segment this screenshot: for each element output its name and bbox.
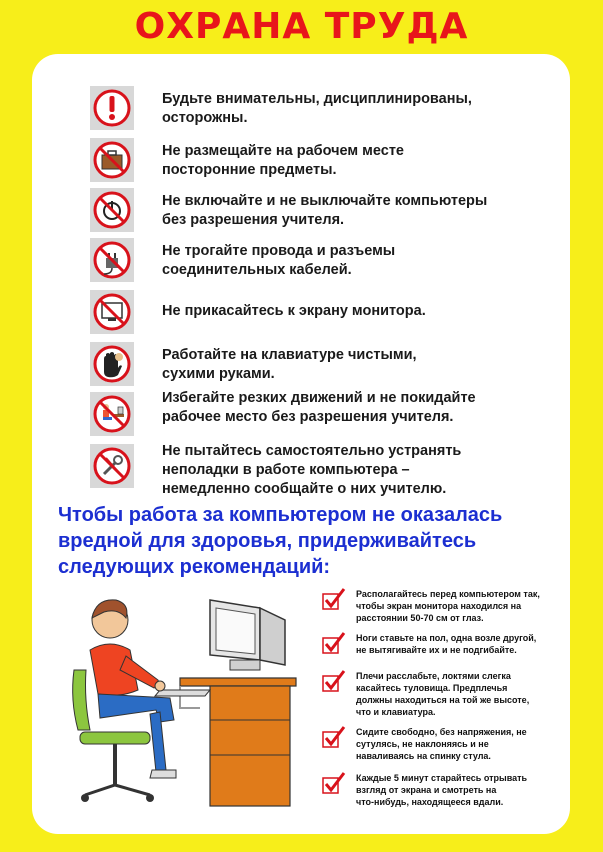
checkmark-icon (322, 726, 346, 748)
rule-item (90, 342, 570, 390)
rule-item (90, 444, 570, 500)
exclamation-icon (90, 86, 134, 130)
tip-text: Сидите свободно, без напряжения, не сутулясь, не наклоняясь и не наваливаясь на спинку стула. (356, 727, 527, 761)
tools-prohibited-icon (90, 444, 134, 488)
rule-text: Не трогайте провода и разъемы соединительных кабелей. (162, 243, 396, 278)
rule-text: Работайте на клавиатуре чистыми, сухими руками. (162, 347, 417, 382)
checkmark-icon (322, 588, 346, 610)
checkmark-icon (322, 772, 346, 794)
rule-text: Не размещайте на рабочем месте посторонние предметы. (162, 143, 404, 178)
tip-text: Ноги ставьте на пол, одна возле другой, не вытягивайте их и не подгибайте. (356, 633, 537, 655)
rule-item (90, 290, 570, 338)
tip-text: Каждые 5 минут старайтесь отрывать взгляд от экрана и смотреть на что-нибудь, находящееся вдали. (356, 773, 528, 807)
recommendations-headline: Чтобы работа за компьютером не оказалась вредной для здоровья, придерживайтесь следующих рекомендаций: (58, 504, 503, 578)
workstation-illustration (60, 590, 320, 820)
monitor-prohibited-icon (90, 290, 134, 334)
rule-item (90, 138, 570, 186)
rule-text: Не пытайтесь самостоятельно устранять неполадки в работе компьютера – немедленно сообщайте о них учителю. (162, 443, 462, 497)
rule-text: Не включайте и не выключайте компьютеры без разрешения учителя. (162, 193, 488, 228)
tip-text: Плечи расслабьте, локтями слегка касайтесь туловища. Предплечья должны находиться на той же высоте, что и клавиатура. (356, 671, 530, 717)
page-title: ОХРАНА ТРУДА (134, 6, 469, 47)
person-at-desk-prohibited-icon (90, 392, 134, 436)
checkmark-icon (322, 670, 346, 692)
rule-item (90, 86, 570, 134)
plug-prohibited-icon (90, 238, 134, 282)
rule-item (90, 392, 570, 440)
hand-icon (90, 342, 134, 386)
briefcase-prohibited-icon (90, 138, 134, 182)
rule-item (90, 238, 570, 286)
tip-text: Располагайтесь перед компьютером так, чтобы экран монитора находился на расстоянии 50-70 см от глаз. (356, 589, 540, 623)
rule-text: Будьте внимательны, дисциплинированы, осторожны. (162, 91, 472, 126)
checkmark-icon (322, 632, 346, 654)
power-button-prohibited-icon (90, 188, 134, 232)
rule-item (90, 188, 570, 236)
rule-text: Не прикасайтесь к экрану монитора. (162, 303, 426, 319)
rule-text: Избегайте резких движений и не покидайте рабочее место без разрешения учителя. (162, 390, 476, 425)
